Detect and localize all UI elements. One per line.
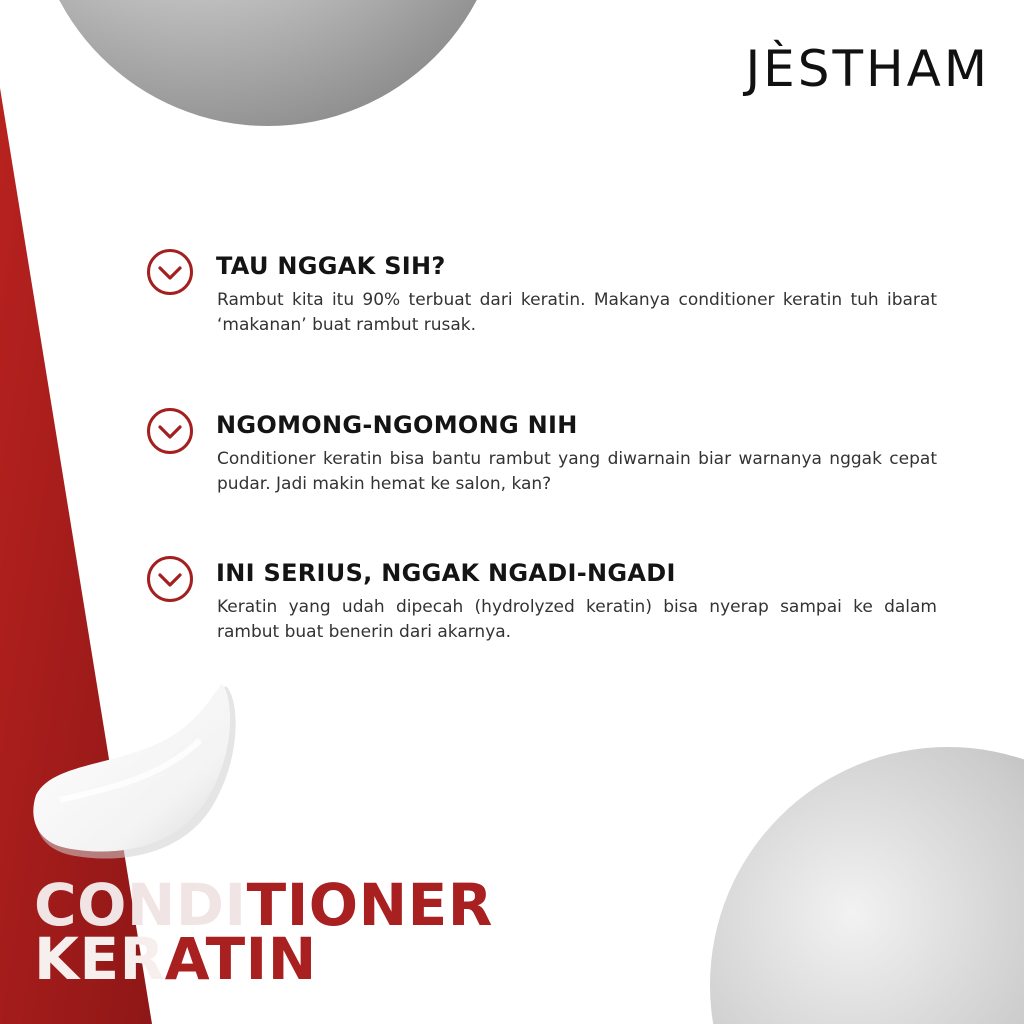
section-body: Conditioner keratin bisa bantu rambut yang diwarnain biar warnanya nggak cepat pudar. Jadi makin hemat ke salon, kan? [217,449,937,494]
product-name-part: CONDI [34,871,247,939]
section-title: NGOMONG-NGOMONG NIH [216,411,578,439]
section-title: TAU NGGAK SIH? [216,252,446,280]
section-body: Rambut kita itu 90% terbuat dari keratin. Makanya conditioner keratin tuh ibarat ‘makanan’ buat rambut rusak. [217,290,937,335]
product-name-heading [34,871,493,993]
product-name-line-1 [34,871,493,939]
chevron-circle-icon [146,248,194,296]
silver-circle-top [32,0,504,126]
chevron-circle-icon [146,555,194,603]
chevron-circle-icon [146,407,194,455]
silver-circle-bottom [710,747,1024,1024]
section-title: INI SERIUS, NGGAK NGADI-NGADI [216,559,676,587]
product-name-part: TIONER [246,871,493,939]
product-name-part: ATIN [164,925,317,993]
brand-logo: JÈSTHAM [745,40,990,98]
product-name-part: KER [34,925,165,993]
section-body: Keratin yang udah dipecah (hydrolyzed keratin) bisa nyerap sampai ke dalam rambut buat benerin dari akarnya. [217,597,937,642]
product-name-line-2 [34,925,493,993]
